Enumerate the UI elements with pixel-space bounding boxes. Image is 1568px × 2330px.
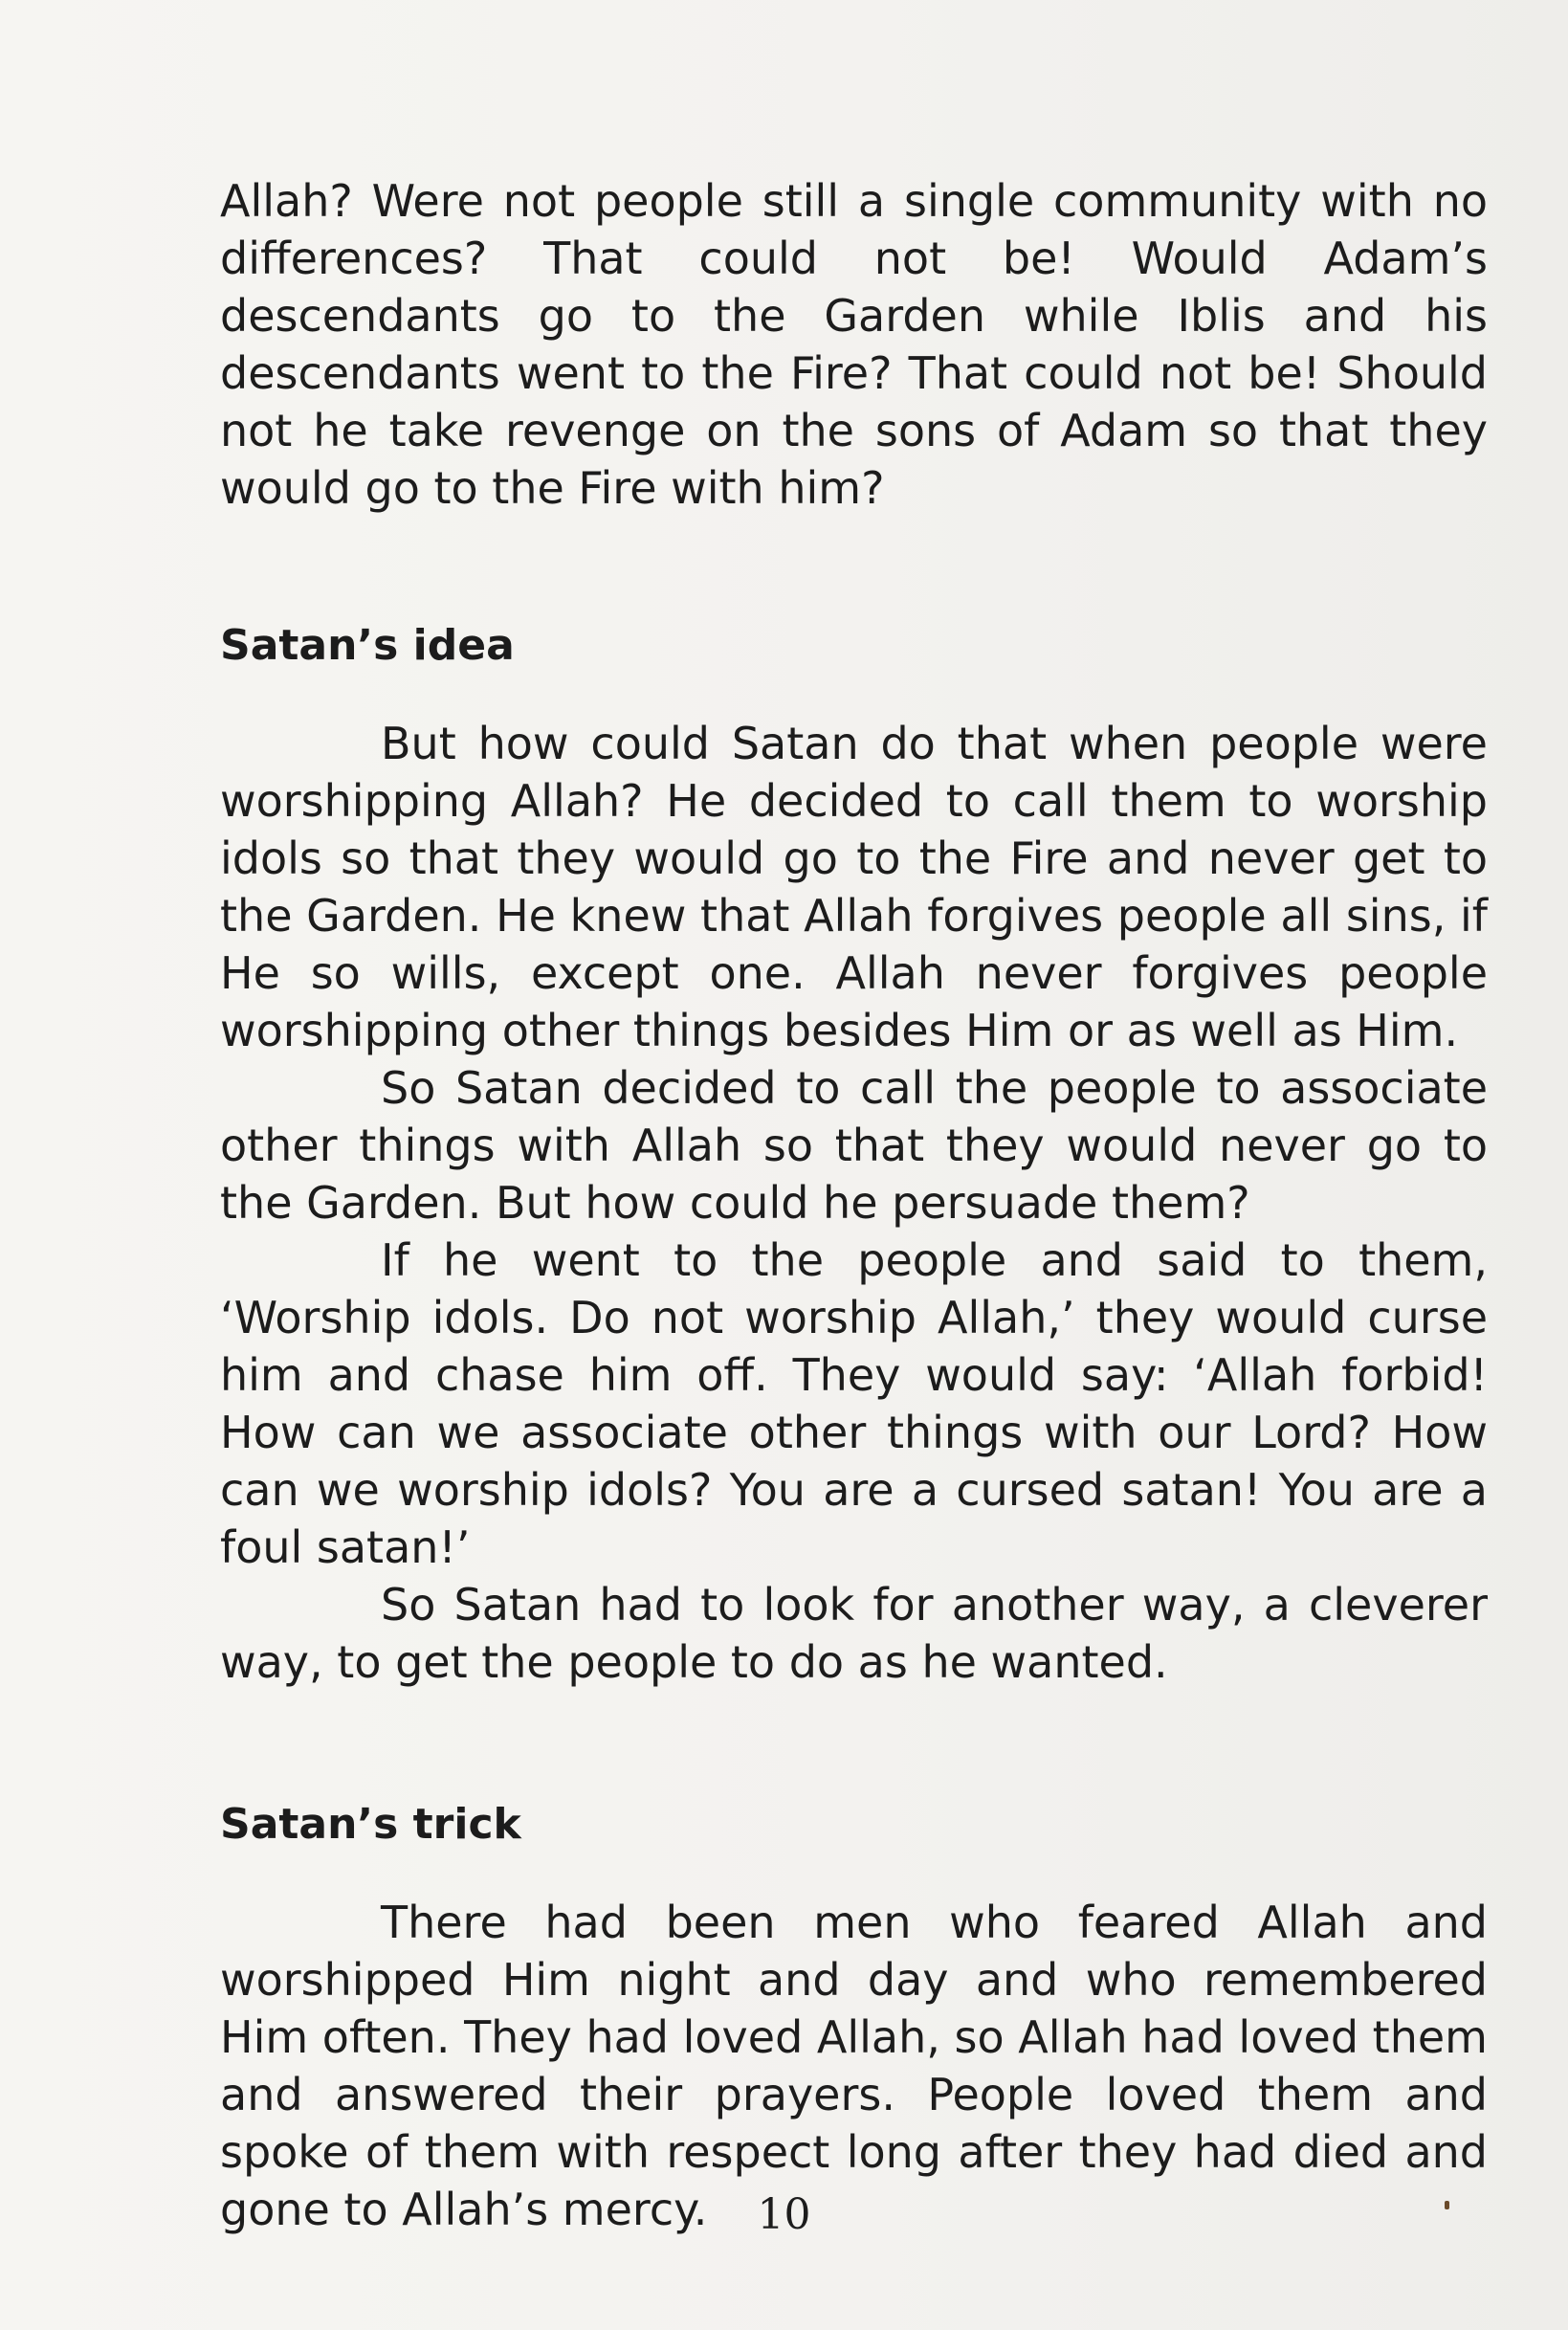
paper-speck bbox=[1445, 2201, 1449, 2209]
page-number: 10 bbox=[757, 2190, 811, 2239]
page-body bbox=[220, 172, 1488, 2238]
trick-paragraph-1: There had been men who feared Allah and worshipped Him night and day and who remembered Him often. They had loved Allah, so Allah had loved them and answered their prayers. People loved them and spoke of them with respect long after they had died and gone to Allah’s mercy. bbox=[220, 1897, 1488, 2235]
section-heading-satans-idea: Satan’s idea bbox=[220, 621, 515, 670]
section-heading-satans-trick: Satan’s trick bbox=[220, 1800, 521, 1849]
intro-paragraph: Allah? Were not people still a single community with no differences? That could not be! Would Adam’s descendants go to the Garden while Iblis and his descendants went to the Fire? That could not be! Should not he take revenge on the sons of Adam so that they would go to the Fire with him? bbox=[220, 175, 1488, 514]
idea-paragraph-3: If he went to the people and said to them, ‘Worship idols. Do not worship Allah,’ they would curse him and chase him off. They would say: ‘Allah forbid! How can we associate other things with our Lord? How can we worship idols? You are a cursed satan! You are a foul satan!’ bbox=[220, 1234, 1488, 1573]
idea-paragraph-4: So Satan had to look for another way, a cleverer way, to get the people to do as he wanted. bbox=[220, 1579, 1488, 1688]
idea-paragraph-2: So Satan decided to call the people to associate other things with Allah so that they would never go to the Garden. But how could he persuade them? bbox=[220, 1062, 1488, 1229]
idea-paragraph-1: But how could Satan do that when people were worshipping Allah? He decided to call them to worship idols so that they would go to the Fire and never get to the Garden. He knew that Allah forgives people all sins, if He so wills, except one. Allah never forgives people worshipping other things besides Him or as well as Him. bbox=[220, 718, 1488, 1056]
